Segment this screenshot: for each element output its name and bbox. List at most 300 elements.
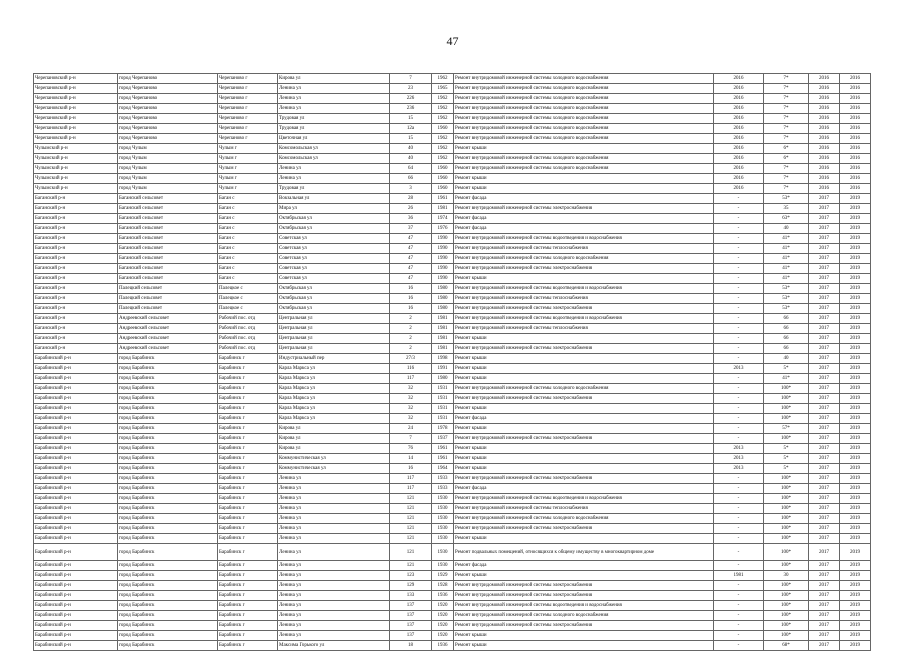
cell-district: Черепановский р-н [34,94,118,104]
cell-locality: Барабинск г [218,641,278,651]
cell-street: Ленина ул [278,504,390,514]
cell-plan-end: 2016 [840,124,871,134]
table-row [34,544,871,561]
cell-district: Барабинский р-н [34,474,118,484]
cell-municipality: Баганский сельсовет [118,194,218,204]
cell-municipality: Палецкий сельсовет [118,304,218,314]
cell-wear-percent: 100* [764,581,809,591]
cell-district: Черепановский р-н [34,74,118,84]
cell-municipality: город Барабинск [118,544,218,561]
cell-locality: Барабинск г [218,384,278,394]
cell-wear-percent: 100* [764,601,809,611]
cell-house-number: 40 [390,154,432,164]
cell-last-repair-year: 2013 [714,464,764,474]
cell-locality: Барабинск г [218,464,278,474]
cell-house-number: 15 [390,114,432,124]
cell-house-number: 117 [390,374,432,384]
cell-build-year: 1990 [432,274,454,284]
cell-municipality: город Барабинск [118,434,218,444]
cell-district: Барабинский р-н [34,591,118,601]
cell-plan-start: 2017 [809,611,840,621]
cell-street: Ленина ул [278,561,390,571]
cell-district: Баганский р-н [34,324,118,334]
cell-plan-start: 2017 [809,254,840,264]
table-row [34,164,871,174]
cell-work-type: Ремонт внутридомовой инженерной системы холодного водоснабжения [454,124,714,134]
cell-municipality: Баганский сельсовет [118,274,218,284]
cell-plan-end: 2019 [840,214,871,224]
cell-street: Трудовая ул [278,124,390,134]
cell-street: Мира ул [278,204,390,214]
cell-work-type: Ремонт внутридомовой инженерной системы холодного водоснабжения [454,84,714,94]
cell-plan-end: 2019 [840,444,871,454]
cell-district: Барабинский р-н [34,494,118,504]
cell-plan-start: 2016 [809,124,840,134]
cell-work-type: Ремонт крыши [454,354,714,364]
cell-work-type: Ремонт фасада [454,414,714,424]
cell-municipality: Андреевский сельсовет [118,324,218,334]
cell-wear-percent: 53* [764,304,809,314]
cell-work-type: Ремонт внутридомовой инженерной системы холодного водоснабжения [454,114,714,124]
cell-wear-percent: 7* [764,74,809,84]
cell-plan-start: 2017 [809,414,840,424]
cell-build-year: 1961 [432,194,454,204]
cell-plan-end: 2019 [840,204,871,214]
cell-locality: Барабинск г [218,611,278,621]
cell-street: Октябрьская ул [278,304,390,314]
cell-plan-end: 2019 [840,581,871,591]
cell-last-repair-year: 2013 [714,454,764,464]
cell-plan-end: 2019 [840,571,871,581]
cell-district: Барабинский р-н [34,601,118,611]
table-row [34,434,871,444]
cell-street: Комсомольская ул [278,144,390,154]
cell-plan-start: 2017 [809,274,840,284]
cell-last-repair-year: - [714,394,764,404]
cell-plan-end: 2019 [840,524,871,534]
cell-last-repair-year: - [714,284,764,294]
cell-street: Советская ул [278,264,390,274]
cell-build-year: 1981 [432,334,454,344]
cell-last-repair-year: - [714,354,764,364]
cell-street: Центральная ул [278,314,390,324]
cell-wear-percent: 7* [764,84,809,94]
cell-district: Черепановский р-н [34,114,118,124]
cell-plan-start: 2017 [809,234,840,244]
cell-plan-start: 2017 [809,424,840,434]
cell-build-year: 1962 [432,134,454,144]
cell-street: Цветочная ул [278,134,390,144]
cell-municipality: город Барабинск [118,474,218,484]
cell-wear-percent: 41* [764,254,809,264]
cell-locality: Барабинск г [218,374,278,384]
cell-plan-start: 2017 [809,581,840,591]
cell-house-number: 121 [390,544,432,561]
cell-plan-end: 2019 [840,464,871,474]
cell-locality: Рабочий пос. отд [218,314,278,324]
cell-work-type: Ремонт внутридомовой инженерной системы холодного водоснабжения [454,254,714,264]
cell-work-type: Ремонт крыши [454,444,714,454]
cell-work-type: Ремонт внутридомовой инженерной системы теплоснабжения [454,324,714,334]
cell-municipality: город Барабинск [118,384,218,394]
cell-street: Советская ул [278,254,390,264]
cell-build-year: 1962 [432,74,454,84]
cell-plan-end: 2019 [840,631,871,641]
cell-plan-start: 2017 [809,601,840,611]
cell-plan-end: 2019 [840,344,871,354]
cell-plan-start: 2017 [809,514,840,524]
cell-wear-percent: 41* [764,264,809,274]
cell-wear-percent: 100* [764,434,809,444]
cell-house-number: 2 [390,334,432,344]
cell-build-year: 1961 [432,454,454,464]
cell-wear-percent: 100* [764,384,809,394]
cell-work-type: Ремонт внутридомовой инженерной системы холодного водоснабжения [454,384,714,394]
table-row [34,84,871,94]
cell-last-repair-year: - [714,194,764,204]
cell-build-year: 1937 [432,434,454,444]
cell-build-year: 1965 [432,84,454,94]
cell-municipality: город Барабинск [118,404,218,414]
cell-plan-end: 2019 [840,484,871,494]
cell-wear-percent: 100* [764,611,809,621]
cell-house-number: 12а [390,124,432,134]
cell-locality: Барабинск г [218,474,278,484]
cell-municipality: Баганский сельсовет [118,254,218,264]
cell-build-year: 1930 [432,534,454,544]
table-row [34,631,871,641]
cell-locality: Баган с [218,254,278,264]
cell-plan-end: 2019 [840,194,871,204]
cell-wear-percent: 63* [764,214,809,224]
cell-house-number: 18 [390,641,432,651]
cell-wear-percent: 7* [764,94,809,104]
table-row [34,264,871,274]
cell-house-number: 2 [390,314,432,324]
cell-house-number: 226 [390,94,432,104]
cell-build-year: 1981 [432,324,454,334]
cell-work-type: Ремонт внутридомовой инженерной системы холодного водоснабжения [454,611,714,621]
table-row [34,274,871,284]
cell-wear-percent: 7* [764,114,809,124]
cell-street: Октябрьская ул [278,294,390,304]
cell-district: Барабинский р-н [34,364,118,374]
cell-plan-end: 2019 [840,364,871,374]
cell-district: Барабинский р-н [34,414,118,424]
cell-build-year: 1960 [432,184,454,194]
cell-district: Барабинский р-н [34,581,118,591]
cell-build-year: 1962 [432,94,454,104]
cell-district: Черепановский р-н [34,134,118,144]
table-row [34,524,871,534]
cell-district: Барабинский р-н [34,534,118,544]
cell-plan-start: 2017 [809,504,840,514]
cell-last-repair-year: - [714,434,764,444]
cell-wear-percent: 5* [764,464,809,474]
cell-work-type: Ремонт внутридомовой инженерной системы электроснабжения [454,524,714,534]
cell-last-repair-year: - [714,424,764,434]
cell-wear-percent: 35 [764,204,809,214]
cell-last-repair-year: 2016 [714,184,764,194]
page-number: 47 [446,34,459,48]
cell-plan-start: 2016 [809,184,840,194]
cell-work-type: Ремонт крыши [454,631,714,641]
cell-plan-end: 2019 [840,504,871,514]
cell-locality: Баган с [218,194,278,204]
cell-plan-end: 2019 [840,601,871,611]
cell-plan-end: 2019 [840,641,871,651]
cell-locality: Баган с [218,264,278,274]
cell-build-year: 1930 [432,494,454,504]
cell-wear-percent: 41* [764,234,809,244]
cell-last-repair-year: 2016 [714,134,764,144]
cell-build-year: 1980 [432,294,454,304]
table-row [34,234,871,244]
cell-house-number: 7 [390,434,432,444]
cell-build-year: 1964 [432,464,454,474]
cell-municipality: город Барабинск [118,444,218,454]
cell-last-repair-year: - [714,591,764,601]
cell-house-number: 121 [390,534,432,544]
cell-locality: Барабинск г [218,434,278,444]
cell-work-type: Ремонт крыши [454,174,714,184]
cell-build-year: 1920 [432,611,454,621]
cell-plan-end: 2016 [840,164,871,174]
cell-street: Ленина ул [278,104,390,114]
cell-plan-start: 2017 [809,484,840,494]
table-row [34,444,871,454]
cell-build-year: 1980 [432,284,454,294]
cell-build-year: 1962 [432,104,454,114]
cell-plan-start: 2017 [809,494,840,504]
cell-district: Баганский р-н [34,224,118,234]
cell-last-repair-year: - [714,631,764,641]
cell-district: Барабинский р-н [34,444,118,454]
table-row [34,124,871,134]
cell-district: Баганский р-н [34,334,118,344]
table-row [34,334,871,344]
cell-last-repair-year: - [714,601,764,611]
cell-district: Барабинский р-н [34,611,118,621]
cell-house-number: 47 [390,274,432,284]
cell-build-year: 1933 [432,474,454,484]
cell-district: Чулымский р-н [34,184,118,194]
cell-build-year: 1930 [432,544,454,561]
cell-house-number: 3 [390,184,432,194]
cell-last-repair-year: 2016 [714,74,764,84]
cell-wear-percent: 100* [764,394,809,404]
cell-locality: Чулым г [218,174,278,184]
cell-work-type: Ремонт внутридомовой инженерной системы холодного водоснабжения [454,104,714,114]
cell-street: Ленина ул [278,484,390,494]
cell-work-type: Ремонт крыши [454,334,714,344]
cell-district: Черепановский р-н [34,124,118,134]
cell-district: Барабинский р-н [34,354,118,364]
cell-municipality: город Чулым [118,184,218,194]
cell-locality: Чулым г [218,184,278,194]
table-row [34,154,871,164]
cell-plan-start: 2017 [809,334,840,344]
table-row [34,214,871,224]
table-row [34,344,871,354]
cell-municipality: город Барабинск [118,631,218,641]
cell-work-type: Ремонт крыши [454,274,714,284]
table-row [34,74,871,84]
cell-district: Черепановский р-н [34,84,118,94]
cell-street: Индустриальный пер [278,354,390,364]
cell-house-number: 137 [390,611,432,621]
cell-plan-end: 2019 [840,621,871,631]
cell-wear-percent: 40 [764,354,809,364]
cell-wear-percent: 7* [764,184,809,194]
cell-last-repair-year: 2013 [714,444,764,454]
cell-last-repair-year: - [714,474,764,484]
table-row [34,174,871,184]
cell-last-repair-year: - [714,641,764,651]
cell-locality: Барабинск г [218,524,278,534]
cell-street: Карла Маркса ул [278,404,390,414]
cell-work-type: Ремонт внутридомовой инженерной системы теплоснабжения [454,244,714,254]
cell-house-number: 37 [390,224,432,234]
cell-plan-end: 2019 [840,561,871,571]
cell-district: Баганский р-н [34,194,118,204]
cell-wear-percent: 41* [764,244,809,254]
cell-house-number: 236 [390,104,432,114]
cell-municipality: Палецкий сельсовет [118,294,218,304]
cell-wear-percent: 7* [764,134,809,144]
cell-build-year: 1928 [432,581,454,591]
cell-house-number: 16 [390,294,432,304]
cell-build-year: 1981 [432,314,454,324]
cell-plan-start: 2017 [809,561,840,571]
cell-municipality: город Чулым [118,164,218,174]
table-row [34,364,871,374]
cell-work-type: Ремонт внутридомовой инженерной системы холодного водоснабжения [454,74,714,84]
cell-last-repair-year: - [714,324,764,334]
cell-house-number: 76 [390,444,432,454]
cell-build-year: 1998 [432,354,454,364]
cell-locality: Барабинск г [218,581,278,591]
cell-work-type: Ремонт крыши [454,454,714,464]
cell-locality: Барабинск г [218,561,278,571]
cell-plan-end: 2019 [840,234,871,244]
cell-plan-end: 2019 [840,374,871,384]
cell-plan-end: 2019 [840,611,871,621]
cell-district: Барабинский р-н [34,394,118,404]
cell-street: Октябрьская ул [278,284,390,294]
cell-wear-percent: 68* [764,641,809,651]
cell-district: Барабинский р-н [34,374,118,384]
cell-plan-start: 2017 [809,384,840,394]
cell-plan-start: 2017 [809,284,840,294]
cell-house-number: 24 [390,424,432,434]
cell-locality: Черепаново г [218,124,278,134]
cell-work-type: Ремонт крыши [454,464,714,474]
cell-plan-end: 2019 [840,434,871,444]
cell-house-number: 47 [390,254,432,264]
cell-build-year: 1936 [432,641,454,651]
table-row [34,534,871,544]
cell-wear-percent: 100* [764,474,809,484]
cell-house-number: 117 [390,474,432,484]
cell-locality: Баган с [218,234,278,244]
cell-plan-end: 2016 [840,104,871,114]
cell-build-year: 1930 [432,504,454,514]
cell-locality: Барабинск г [218,404,278,414]
table-row [34,484,871,494]
cell-plan-end: 2019 [840,224,871,234]
cell-district: Чулымский р-н [34,174,118,184]
cell-wear-percent: 100* [764,621,809,631]
cell-last-repair-year: 2016 [714,154,764,164]
cell-plan-start: 2017 [809,621,840,631]
cell-build-year: 1931 [432,404,454,414]
cell-last-repair-year: 2016 [714,174,764,184]
cell-house-number: 14 [390,454,432,464]
cell-locality: Рабочий пос. отд [218,344,278,354]
table-row [34,94,871,104]
cell-plan-start: 2016 [809,134,840,144]
cell-last-repair-year: 1981 [714,571,764,581]
table-row [34,591,871,601]
cell-last-repair-year: - [714,334,764,344]
cell-work-type: Ремонт внутридомовой инженерной системы водоотведения и водоснабжения [454,284,714,294]
cell-build-year: 1920 [432,631,454,641]
cell-locality: Барабинск г [218,414,278,424]
cell-plan-end: 2016 [840,94,871,104]
cell-wear-percent: 7* [764,104,809,114]
table-row [34,374,871,384]
cell-district: Барабинский р-н [34,571,118,581]
cell-street: Карла Маркса ул [278,384,390,394]
table-body [34,74,871,651]
cell-municipality: Баганский сельсовет [118,224,218,234]
cell-street: Максима Горького ул [278,641,390,651]
cell-municipality: город Барабинск [118,641,218,651]
cell-plan-start: 2016 [809,74,840,84]
table-row [34,514,871,524]
table-row [34,244,871,254]
cell-municipality: Баганский сельсовет [118,214,218,224]
table-row [34,611,871,621]
cell-plan-start: 2017 [809,534,840,544]
cell-locality: Баган с [218,204,278,214]
cell-plan-start: 2017 [809,214,840,224]
cell-municipality: город Чулым [118,154,218,164]
cell-last-repair-year: - [714,484,764,494]
cell-last-repair-year: - [714,274,764,284]
cell-municipality: город Чулым [118,144,218,154]
cell-plan-end: 2016 [840,184,871,194]
cell-street: Центральная ул [278,334,390,344]
cell-district: Барабинский р-н [34,434,118,444]
cell-wear-percent: 100* [764,561,809,571]
cell-municipality: город Барабинск [118,561,218,571]
cell-build-year: 1960 [432,164,454,174]
cell-work-type: Ремонт внутридомовой инженерной системы теплоснабжения [454,504,714,514]
cell-street: Ленина ул [278,94,390,104]
cell-wear-percent: 6* [764,154,809,164]
cell-locality: Барабинск г [218,484,278,494]
cell-locality: Черепаново г [218,114,278,124]
table-row [34,324,871,334]
cell-street: Коммунистическая ул [278,454,390,464]
cell-build-year: 1960 [432,124,454,134]
cell-last-repair-year: - [714,214,764,224]
cell-wear-percent: 5* [764,444,809,454]
cell-wear-percent: 7* [764,174,809,184]
cell-district: Баганский р-н [34,244,118,254]
